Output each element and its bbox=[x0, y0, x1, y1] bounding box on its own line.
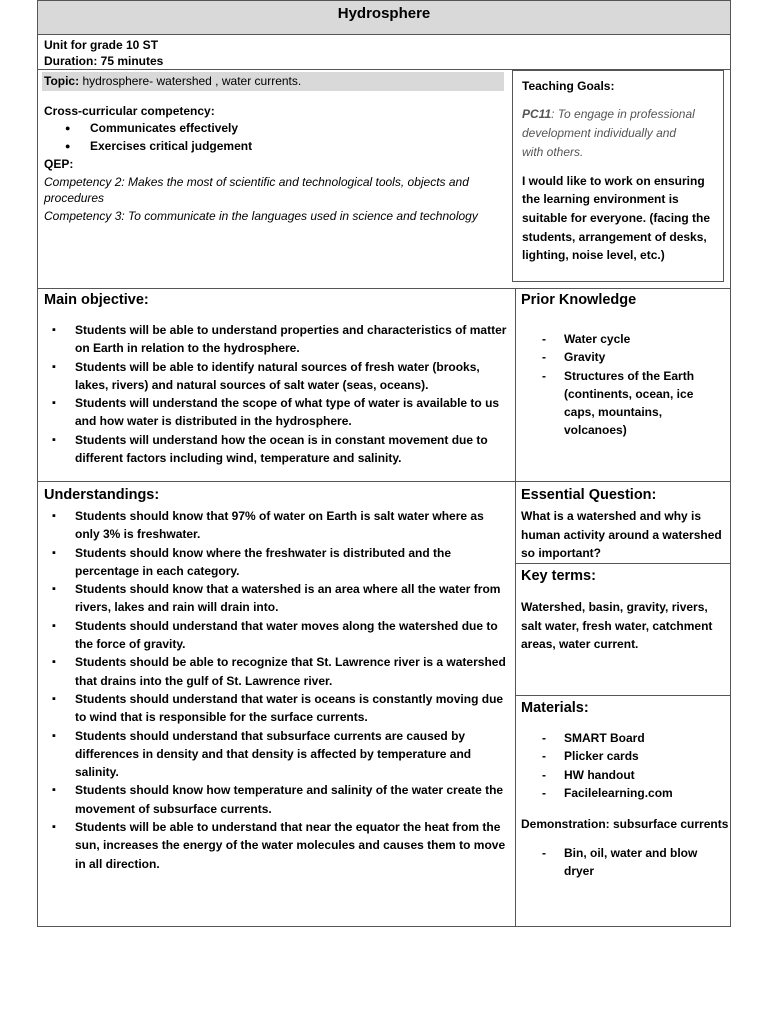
goal-line: students, arrangement of desks, bbox=[522, 230, 707, 244]
topic-label: Topic: bbox=[44, 74, 80, 88]
goal-line: lighting, noise level, etc.) bbox=[522, 248, 665, 262]
materials-divider bbox=[515, 695, 731, 696]
cross-curricular-list bbox=[44, 119, 252, 156]
essential-question-heading: Essential Question: bbox=[521, 487, 657, 503]
list-item: ▪ Students will be able to understand properties and characteristics of matter on Earth in relation to the hydrosphere. bbox=[44, 321, 510, 358]
pc-text: : To engage in professional bbox=[551, 107, 695, 121]
pc-line bbox=[522, 105, 695, 123]
list-item: ▪ Students should understand that water is oceans is constantly moving due to wind that is responsible for the surface currents. bbox=[44, 690, 510, 727]
list-item: - Plicker cards bbox=[540, 747, 720, 765]
qep-line: procedures bbox=[44, 191, 105, 205]
understandings-heading: Understandings: bbox=[44, 487, 160, 503]
topic-text: hydrosphere- watershed , water currents. bbox=[79, 74, 302, 88]
goal-line: the learning environment is bbox=[522, 192, 679, 206]
page-title: Hydrosphere bbox=[337, 5, 431, 22]
understandings-list bbox=[44, 507, 510, 873]
key-terms-divider bbox=[515, 563, 731, 564]
cross-curricular-heading: Cross-curricular competency: bbox=[44, 104, 215, 118]
pc-line: development individually and bbox=[522, 126, 677, 140]
essential-question-text: What is a watershed and why is human activity around a watershed so important? bbox=[521, 509, 722, 560]
list-item: - Water cycle bbox=[540, 330, 705, 348]
main-objective-heading: Main objective: bbox=[44, 292, 149, 308]
goal-line: suitable for everyone. (facing the bbox=[522, 211, 711, 225]
list-item: - Facilelearning.com bbox=[540, 784, 720, 802]
demonstration-list bbox=[540, 844, 710, 881]
grade-text: Unit for grade 10 ST bbox=[44, 38, 159, 52]
qep-heading: QEP: bbox=[44, 157, 74, 171]
prior-knowledge-heading: Prior Knowledge bbox=[521, 292, 637, 308]
key-terms-heading: Key terms: bbox=[521, 568, 596, 584]
list-item: - Gravity bbox=[540, 348, 705, 366]
list-item: - Structures of the Earth (continents, ocean, ice caps, mountains, volcanoes) bbox=[540, 367, 705, 440]
list-item: ● Exercises critical judgement bbox=[44, 137, 252, 155]
demonstration-label: Demonstration: subsurface currents bbox=[521, 817, 729, 831]
duration-text: Duration: 75 minutes bbox=[44, 54, 164, 68]
list-item: ▪ Students will understand the scope of what type of water is available to us and how water is distributed in the hydrosphere. bbox=[44, 394, 510, 431]
topic bbox=[44, 72, 301, 90]
list-item: ▪ Students should understand that subsurface currents are caused by differences in density and that density is affected by temperature and salinity. bbox=[44, 727, 510, 782]
list-item: ▪ Students should be able to recognize that St. Lawrence river is a watershed that drains into the gulf of St. Lawrence river. bbox=[44, 653, 510, 690]
list-item: - Bin, oil, water and blow dryer bbox=[540, 844, 710, 881]
list-item: ▪ Students will understand how the ocean is in constant movement due to different factors including wind, temperature and salinity. bbox=[44, 431, 510, 468]
teaching-goals-heading: Teaching Goals: bbox=[522, 79, 615, 93]
qep-line: Competency 2: Makes the most of scientific and technological tools, objects and bbox=[44, 175, 469, 189]
pc-line: with others. bbox=[522, 145, 584, 159]
list-item: ▪ Students should understand that water moves along the watershed due to the force of gravity. bbox=[44, 617, 510, 654]
goal-line: I would like to work on ensuring bbox=[522, 174, 705, 188]
materials-heading: Materials: bbox=[521, 700, 589, 716]
qep-line: Competency 3: To communicate in the languages used in science and technology bbox=[44, 209, 478, 223]
prior-knowledge-list bbox=[540, 330, 705, 440]
list-item: ● Communicates effectively bbox=[44, 119, 252, 137]
main-objective-list bbox=[44, 321, 510, 467]
list-item: ▪ Students should know where the freshwater is distributed and the percentage in each category. bbox=[44, 544, 510, 581]
materials-list bbox=[540, 729, 720, 802]
list-item: ▪ Students will be able to identify natural sources of fresh water (brooks, lakes, rivers) and natural sources of salt water (seas, oceans). bbox=[44, 358, 510, 395]
list-item: ▪ Students will be able to understand that near the equator the heat from the sun, increases the energy of the water molecules and causes them to move in all direction. bbox=[44, 818, 510, 873]
pc-label: PC11 bbox=[522, 107, 552, 121]
list-item: - HW handout bbox=[540, 766, 720, 784]
key-terms-text: Watershed, basin, gravity, rivers, salt water, fresh water, catchment areas, water current. bbox=[521, 600, 713, 651]
list-item: ▪ Students should know that 97% of water on Earth is salt water where as only 3% is freshwater. bbox=[44, 507, 510, 544]
list-item: - SMART Board bbox=[540, 729, 720, 747]
list-item: ▪ Students should know that a watershed is an area where all the water from rivers, lakes and rain will drain into. bbox=[44, 580, 510, 617]
list-item: ▪ Students should know how temperature and salinity of the water create the movement of subsurface currents. bbox=[44, 781, 510, 818]
